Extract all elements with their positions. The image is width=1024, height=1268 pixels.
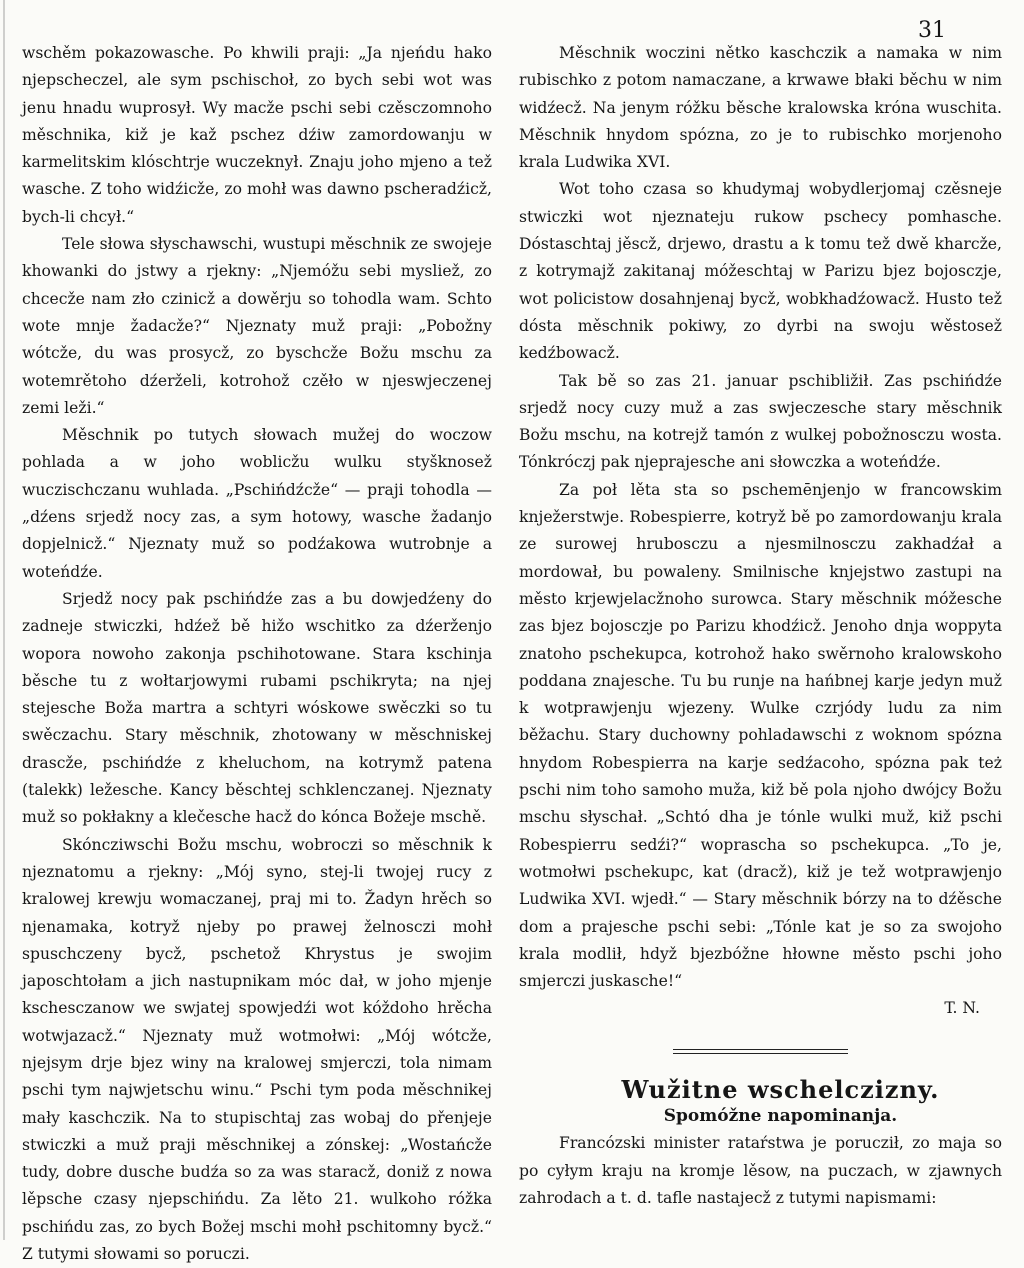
page-number: 31	[918, 18, 946, 43]
paragraph-6: Měschnik woczini nětko kaschczik a namaka w nim rubischko z potom namaczane, a krwawe błaki běchu w nim widźecž. Na jenym róžku běsche kralowska króna wuschita. Měschnik hnydom spózna, zo je to rubischko morjenoho krala Ludwika XVI.	[519, 44, 1002, 172]
paragraph-2: Tele słowa słyschawschi, wustupi měschnik ze swojeje khowanki do jstwy a rjekny: „Njemóžu sebi mysliež, zo chcecže nam zło czinicž a dowěrju so tohodla wam. Schto wote mnje žadacže?“ Njeznaty muž praji: „Pobožny wótcže, du was prosycž, zo byschcže Božu mschu za wotemrětoho dźerželi, kotrohož czěło w njeswjeczenej zemi leži.“	[22, 235, 492, 417]
paragraph-8: Tak bě so zas 21. januar pschibližił. Zas pschińdźe srjedž nocy cuzy muž a zas swjeczesche stary měschnik Božu mschu, na kotrejž tamón z wulkej pobožnosczu wosta. Tónkróczj pak njeprajesche ani słowczka a woteńdźe.	[519, 371, 1002, 472]
paragraph-5: Skóncziwschi Božu mschu, wobroczi so měschnik k njeznatomu a rjekny: „Mój syno, stej-li twojej rucy z kralowej krewju womaczanej, praj mi to. Žadyn hrěch so njenamaka, kotryž njeby po prawej želnosczi mohł spuschczeny bycž, pschetož Khrystus je swojim japoschtołam a jich nastupnikam móc dał, w joho mjenje kschesczanow we swjatej spowjedźi wot kóždoho hrěcha wotwjazacž.“ Njeznaty muž wotmołwi: „Mój wótcže, njejsym drje bjez winy na kralowej smjerczi, tola nimam pschi tym najwjetschu winu.“ Pschi tym poda měschnikej mały kaschczik. Na to stupischtaj zas wobaj do přenjeje stwiczki a muž praji měschnikej a zónskej: „Wostańcže tudy, dobre dusche budźa so za was staracž, doniž z nowa lěpsche czasy njepschińdu. Za lěto 21. wulkoho róžka pschińdu zas, zo bych Božej mschi mohł pschitomny bycž.“ Z tutymi słowami so poruczi.	[22, 835, 492, 1264]
section-subheading: Spomóžne napominanja.	[663, 1105, 898, 1126]
paragraph-1: wschěm pokazowasche. Po khwili praji: „Ja njeńdu hako njepscheczel, ale sym pschischoł, zo bych sebi wot was jenu hnadu wuprosył. Wy macže pschi sebi czěsczomnoho měschnika, kiž je kaž pschez dźiw zamordowanju w karmelitskim klóschtrje wuczeknył. Znaju joho mjeno a tež wasche. Z toho widźicže, zo mohł was dawno pscheradźicž, bych-li chcył.“	[22, 44, 492, 226]
section-heading: Wužitne wschelczizny.	[621, 1074, 940, 1104]
section-divider	[673, 1049, 848, 1054]
right-column	[519, 40, 1002, 1212]
author-signature: T. N.	[944, 999, 980, 1018]
left-column	[22, 40, 492, 1268]
paragraph-7: Wot toho czasa so khudymaj wobydlerjomaj czěsneje stwiczki wot njeznateju rukow pschecy pomhasche. Dóstaschtaj jěscž, drjewo, drastu a k tomu tež dwě kharcže, z kotrymajž zakitanaj móžeschtaj w Parizu bjez bojosczje, wot policistow dosahnjenaj bycž, wobkhadźowacž. Husto tež dósta měschnik pokiwy, zo dyrbi na swoju wěstosež kedźbowacž.	[519, 180, 1002, 363]
binding-edge	[3, 0, 5, 1240]
paragraph-4: Srjedž nocy pak pschińdźe zas a bu dowjedźeny do zadneje stwiczki, hdźež bě hižo wschitko za dźerženjo wopora nowoho zakonja pschihotowane. Stara kschinja běsche tu z wołtarjowymi rubami pschikryta; na njej stejesche Boža martra a schtyri wóskowe swěczki so tu swěczachu. Stary měschnik, zhotowany w měschniskej drascže, pschińdźe z kheluchom, na kotrymž patena (talekk) ležesche. Kancy běschtej schklenczanej. Njeznaty muž so pokłakny a klečesche hacž do kónca Božeje mschě.	[22, 589, 492, 827]
paragraph-9: Za poł lěta sta so pschemēnjenjo w francowskim knježerstwje. Robespierre, kotryž bě po zamordowanju krala ze surowej hrubosczu a njesmilnosczu zakhadźał a mordował, bu powaleny. Smilnische knjejstwo zastupi na město krjewjelacžnoho surowca. Stary měschnik móžesche zas bjez bojosczje po Parizu khodźicž. Jenoho dnja woppyta znatoho pschekupca, kotrohož hako swěrnoho kralowskoho poddana znajesche. Tu bu runje na hańbnej karje jedyn muž k wotprawjenju wjezeny. Wulke czrjódy ludu za nim běžachu. Stary duchowny pohladawschi z woknom spózna hnydom Robespierra na karje sedźacoho, spózna pak też pschi nim toho samoho muža, kiž bě pola njoho dwójcy Božu mschu słyschał. „Schtó dha je tónle wulki muž, kiž pschi Robespierru sedźi?“ wopraschа so pschekupca. „To je, wotmołwi pschekupc, kat (dracž), kiž je tež wotprawjenjo Ludwika XVI. wjedł.“ — Stary měschnik bórzy na to dźěsche dom a prajesche pschi sebi: „Tónle kat je so za swojoho krala modlił, hdyž bjezbóžne hłowne město pschi joho smjerczi juskasche!“	[519, 480, 1002, 991]
section-paragraph: Francózski minister rataŕstwa je porucził, zo maja so po cyłym kraju na kromje lěsow, na puczach, w zjawnych zahrodach a t. d. tafle nastajecž z tutymi napismami:	[519, 1134, 1002, 1207]
paragraph-3: Měschnik po tutych słowach mužej do woczow pohlada a w joho woblicžu wulku styšknosež wuczischczanu wuhlada. „Pschińdźcže“ — praji tohodla — „dźens srjedž nocy zas, a sym hotowy, wasche žadanjo dopjelnicž.“ Njeznaty muž so podźakowa wutrobnje a woteńdźe.	[22, 426, 492, 581]
